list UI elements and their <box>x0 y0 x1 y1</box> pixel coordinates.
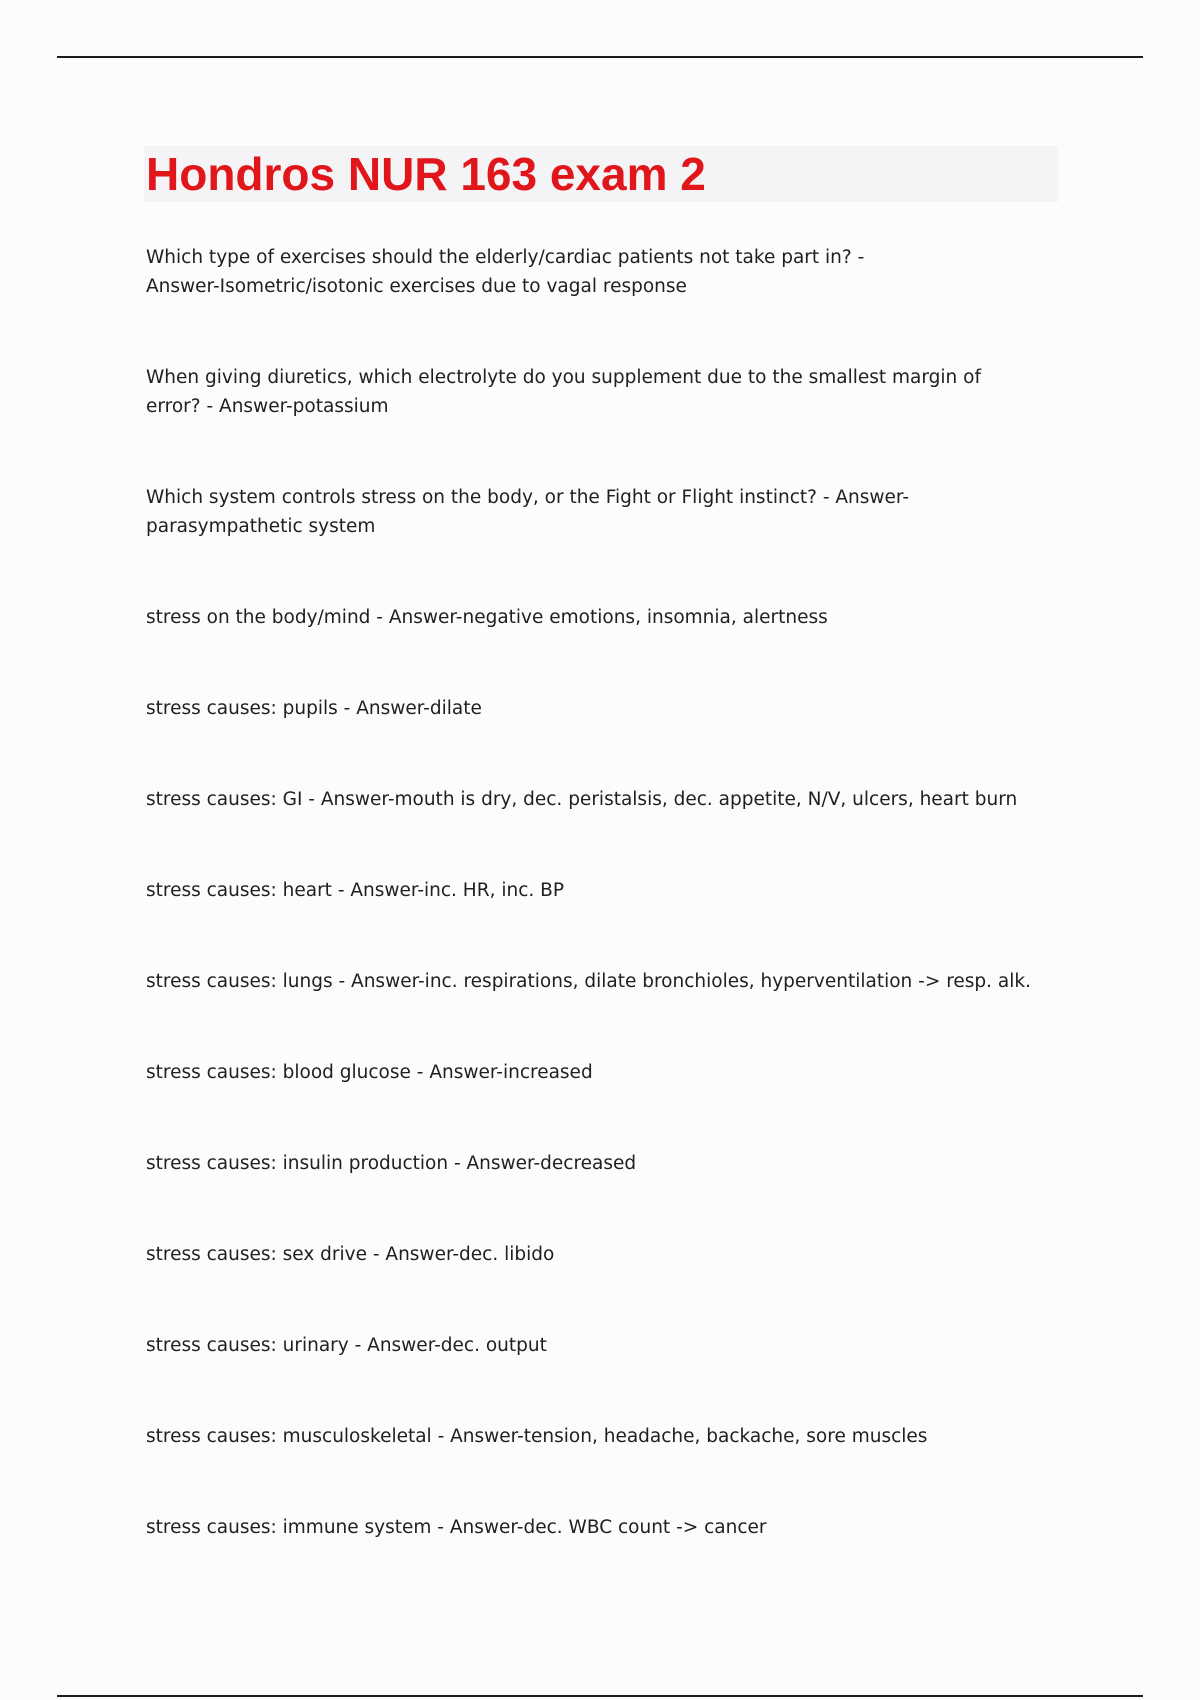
qa-item: stress causes: insulin production - Answer-decreased <box>146 1153 637 1174</box>
qa-item: stress causes: immune system - Answer-dec. WBC count -> cancer <box>146 1517 767 1538</box>
qa-item: stress causes: pupils - Answer-dilate <box>146 698 482 719</box>
qa-item: stress causes: musculoskeletal - Answer-tension, headache, backache, sore muscles <box>146 1426 928 1447</box>
top-rule <box>57 56 1143 58</box>
qa-item: When giving diuretics, which electrolyte do you supplement due to the smallest margin of error? - Answer-potassium <box>146 367 981 417</box>
qa-item: stress causes: sex drive - Answer-dec. libido <box>146 1244 555 1265</box>
qa-item: Which system controls stress on the body, or the Fight or Flight instinct? - Answer-parasympathetic system <box>146 487 909 537</box>
qa-item: stress causes: heart - Answer-inc. HR, inc. BP <box>146 880 564 901</box>
document-title: Hondros NUR 163 exam 2 <box>146 148 706 200</box>
qa-item: Which type of exercises should the elderly/cardiac patients not take part in? - Answer-Isometric/isotonic exercises due to vagal response <box>146 247 865 297</box>
qa-list <box>146 243 1046 1542</box>
qa-item: stress causes: urinary - Answer-dec. output <box>146 1335 547 1356</box>
qa-item: stress causes: blood glucose - Answer-increased <box>146 1062 593 1083</box>
bottom-rule <box>57 1695 1143 1697</box>
qa-item: stress causes: lungs - Answer-inc. respirations, dilate bronchioles, hyperventilation -> resp. alk. <box>146 971 1031 992</box>
qa-item: stress on the body/mind - Answer-negative emotions, insomnia, alertness <box>146 607 828 628</box>
qa-item: stress causes: GI - Answer-mouth is dry, dec. peristalsis, dec. appetite, N/V, ulcers, heart burn <box>146 789 1018 810</box>
